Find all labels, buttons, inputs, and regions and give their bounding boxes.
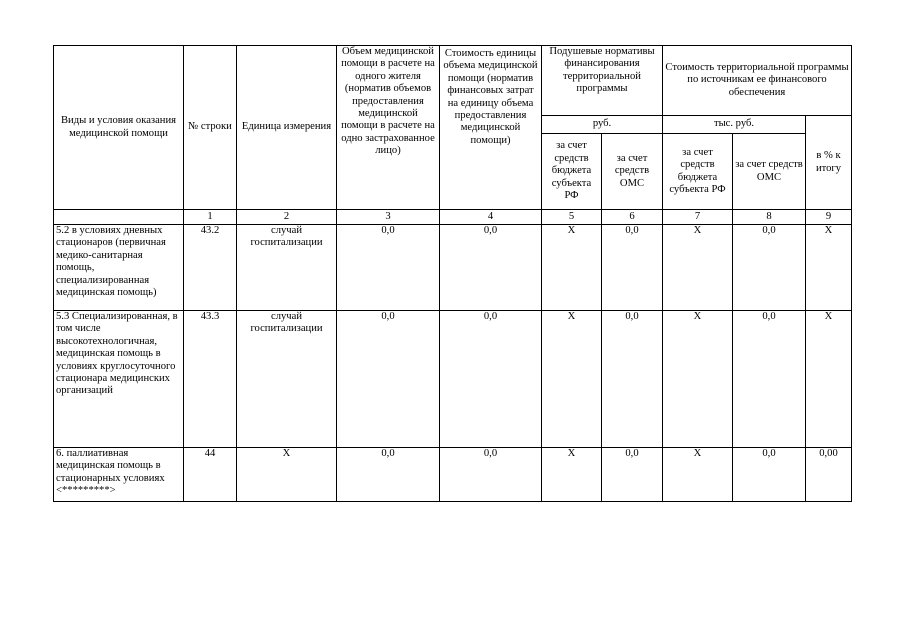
row-per-capita-oms: 0,0 bbox=[602, 448, 663, 502]
column-number: 7 bbox=[663, 210, 733, 225]
row-volume: 0,0 bbox=[337, 225, 440, 311]
table-row bbox=[54, 225, 852, 311]
row-unit: случай госпитализации bbox=[237, 311, 337, 448]
column-number: 8 bbox=[733, 210, 806, 225]
financing-table bbox=[53, 45, 852, 502]
row-percent: 0,00 bbox=[806, 448, 852, 502]
row-volume: 0,0 bbox=[337, 311, 440, 448]
column-number: 4 bbox=[440, 210, 542, 225]
column-number: 9 bbox=[806, 210, 852, 225]
header-unit-rub: руб. bbox=[542, 116, 663, 134]
row-program-budget: Х bbox=[663, 225, 733, 311]
header-per-capita-group: Подушевые нормативы финансирования территориальной программы bbox=[542, 46, 663, 116]
row-line-number: 43.3 bbox=[184, 311, 237, 448]
column-number: 3 bbox=[337, 210, 440, 225]
row-line-number: 44 bbox=[184, 448, 237, 502]
row-unit-cost: 0,0 bbox=[440, 448, 542, 502]
row-unit: Х bbox=[237, 448, 337, 502]
row-program-budget: Х bbox=[663, 311, 733, 448]
row-per-capita-budget: Х bbox=[542, 311, 602, 448]
header-unit-cost: Стоимость единицы объема медицинской помощи (норматив финансовых затрат на единицу объема предоставления медицинской помощи) bbox=[440, 46, 542, 210]
row-per-capita-oms: 0,0 bbox=[602, 311, 663, 448]
table-row bbox=[54, 448, 852, 502]
header-program-budget: за счет средств бюджета субъекта РФ bbox=[663, 134, 733, 210]
header-program-cost-group: Стоимость территориальной программы по источникам ее финансового обеспечения bbox=[663, 46, 852, 116]
header-unit: Единица измерения bbox=[237, 46, 337, 210]
header-line-number: № строки bbox=[184, 46, 237, 210]
header-unit-thousand-rub: тыс. руб. bbox=[663, 116, 806, 134]
row-service-name: 6. паллиативная медицинская помощь в стационарных условиях <*********> bbox=[54, 448, 184, 502]
header-per-capita-budget: за счет средств бюджета субъекта РФ bbox=[542, 134, 602, 210]
column-number: 1 bbox=[184, 210, 237, 225]
row-program-oms: 0,0 bbox=[733, 311, 806, 448]
row-unit-cost: 0,0 bbox=[440, 225, 542, 311]
header-volume: Объем медицинской помощи в расчете на одного жителя (норматив объемов предоставления медицинской помощи в расчете на одно застрахованное лицо) bbox=[337, 46, 440, 210]
row-unit-cost: 0,0 bbox=[440, 311, 542, 448]
row-service-name: 5.3 Специализированная, в том числе высокотехнологичная, медицинская помощь в условиях круглосуточного стационара медицинских организаций bbox=[54, 311, 184, 448]
row-percent: Х bbox=[806, 225, 852, 311]
row-program-oms: 0,0 bbox=[733, 448, 806, 502]
row-per-capita-budget: Х bbox=[542, 225, 602, 311]
header-per-capita-oms: за счет средств ОМС bbox=[602, 134, 663, 210]
column-number-empty bbox=[54, 210, 184, 225]
row-percent: Х bbox=[806, 311, 852, 448]
table-row bbox=[54, 311, 852, 448]
row-program-budget: Х bbox=[663, 448, 733, 502]
row-unit: случай госпитализации bbox=[237, 225, 337, 311]
row-program-oms: 0,0 bbox=[733, 225, 806, 311]
row-service-name: 5.2 в условиях дневных стационаров (первичная медико-санитарная помощь, специализированная медицинская помощь) bbox=[54, 225, 184, 311]
header-percent-of-total: в % к итогу bbox=[806, 116, 852, 210]
column-number: 2 bbox=[237, 210, 337, 225]
column-number-row bbox=[54, 210, 852, 225]
column-number: 5 bbox=[542, 210, 602, 225]
row-line-number: 43.2 bbox=[184, 225, 237, 311]
row-volume: 0,0 bbox=[337, 448, 440, 502]
financing-table-container bbox=[53, 45, 852, 502]
header-program-oms: за счет средств ОМС bbox=[733, 134, 806, 210]
row-per-capita-budget: Х bbox=[542, 448, 602, 502]
header-services: Виды и условия оказания медицинской помощи bbox=[54, 46, 184, 210]
row-per-capita-oms: 0,0 bbox=[602, 225, 663, 311]
column-number: 6 bbox=[602, 210, 663, 225]
